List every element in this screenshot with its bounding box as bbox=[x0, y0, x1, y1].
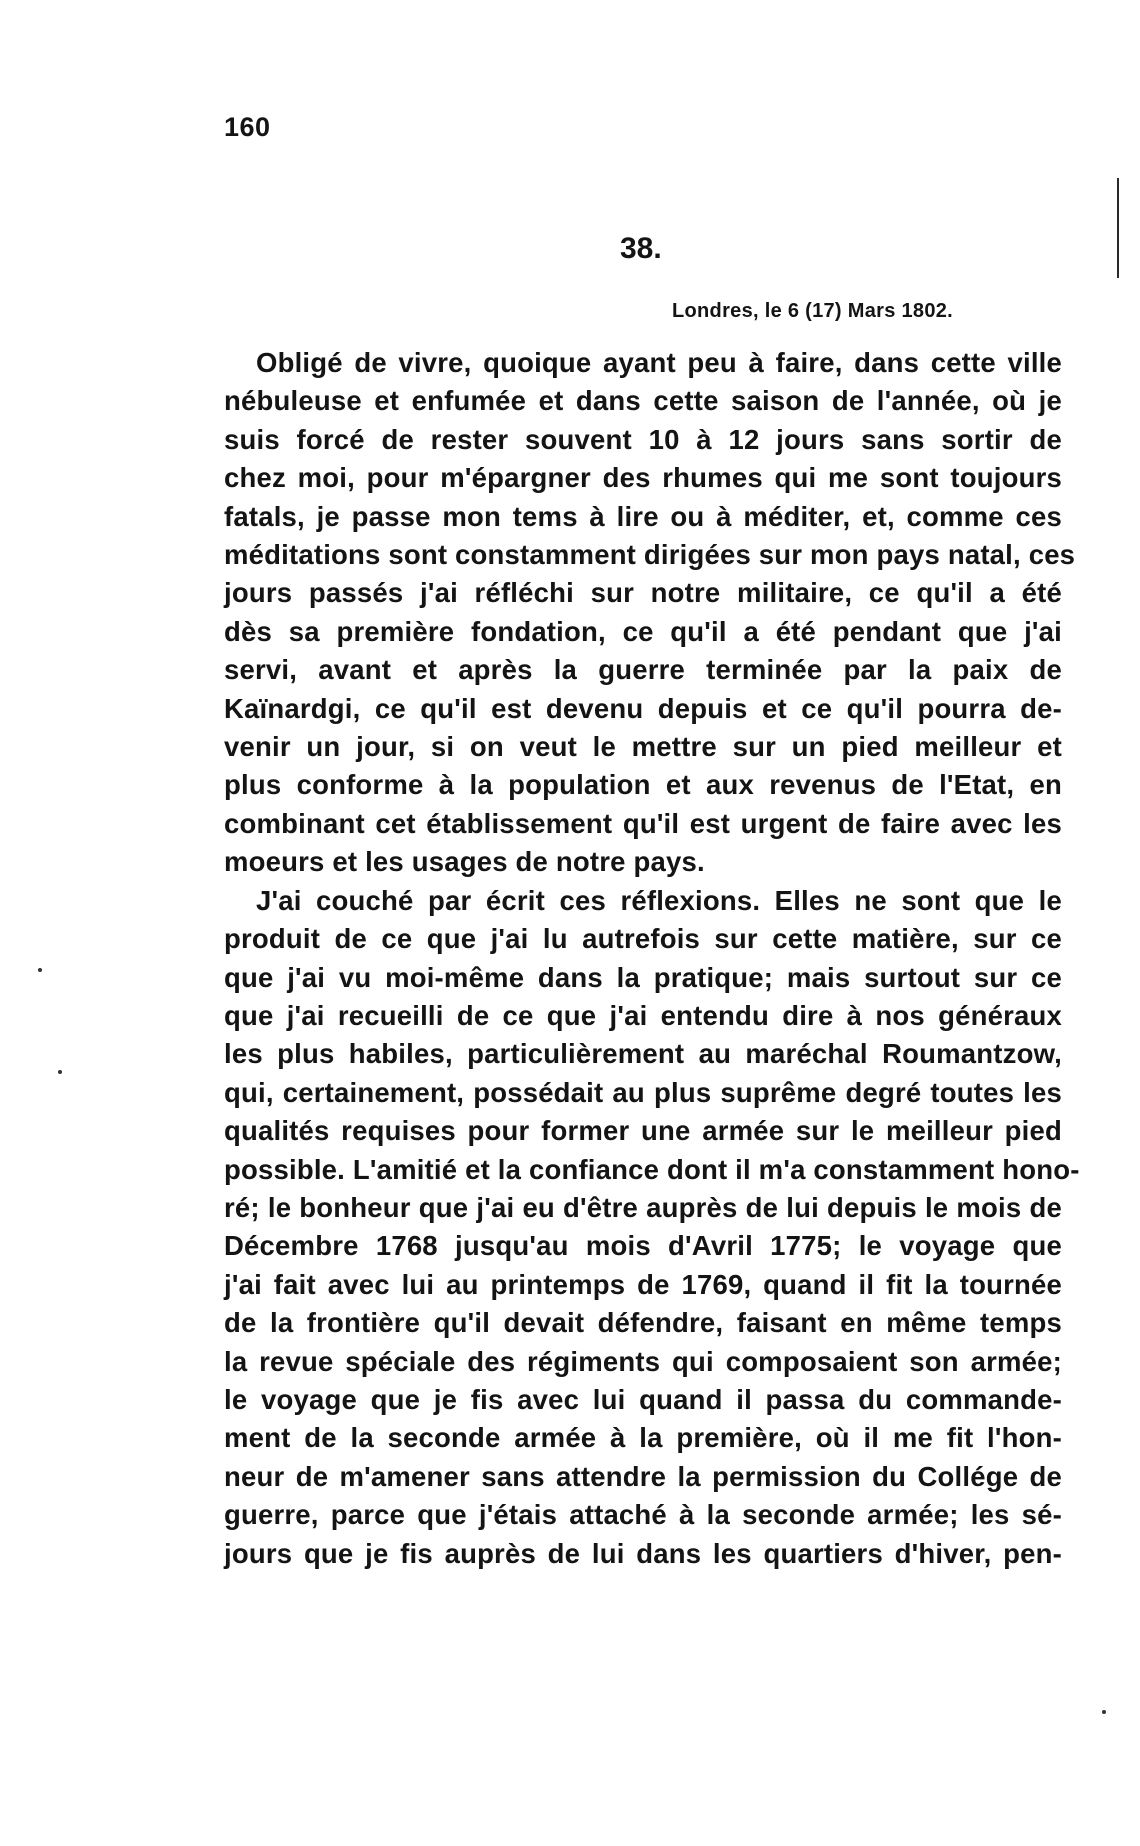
paragraph-2-line: qui, certainement, possédait au plus suprême degré toutes les bbox=[224, 1076, 1062, 1108]
paragraph-1-line: plus conforme à la population et aux revenus de l'Etat, en bbox=[224, 769, 1062, 801]
paragraph-2-line: ré; le bonheur que j'ai eu d'être auprès de lui depuis le mois de bbox=[224, 1191, 1062, 1223]
paragraph-2-line: qualités requises pour former une armée sur le meilleur pied bbox=[224, 1115, 1062, 1147]
body-text bbox=[224, 344, 1080, 1573]
scan-speck bbox=[1102, 1710, 1106, 1714]
paragraph-2-line: possible. L'amitié et la confiance dont il m'a constamment hono- bbox=[224, 1153, 1080, 1185]
paragraph-1-line: nébuleuse et enfumée et dans cette saison de l'année, où je bbox=[224, 385, 1062, 417]
paragraph-2-line: de la frontière qu'il devait défendre, faisant en même temps bbox=[224, 1307, 1062, 1339]
paragraph-2-line: guerre, parce que j'étais attaché à la seconde armée; les sé- bbox=[224, 1499, 1062, 1531]
paragraph-1-line: suis forcé de rester souvent 10 à 12 jours sans sortir de bbox=[224, 423, 1062, 455]
paragraph-1-line: jours passés j'ai réfléchi sur notre militaire, ce qu'il a été bbox=[224, 577, 1062, 609]
paragraph-1-line: chez moi, pour m'épargner des rhumes qui me sont toujours bbox=[224, 462, 1062, 494]
paragraph-2-line: que j'ai recueilli de ce que j'ai entendu dire à nos généraux bbox=[224, 999, 1062, 1031]
paragraph-1-line: Obligé de vivre, quoique ayant peu à faire, dans cette ville bbox=[256, 347, 1062, 378]
scan-speck bbox=[58, 1070, 62, 1074]
paragraph-2-line: neur de m'amener sans attendre la permission du Collége de bbox=[224, 1460, 1062, 1492]
paragraph-2-line: jours que je fis auprès de lui dans les quartiers d'hiver, pen- bbox=[224, 1537, 1062, 1569]
paragraph-2-line: Décembre 1768 jusqu'au mois d'Avril 1775; le voyage que bbox=[224, 1230, 1062, 1262]
right-margin-rule bbox=[1117, 178, 1119, 278]
dateline: Londres, le 6 (17) Mars 1802. bbox=[672, 300, 954, 322]
paragraph-1-line: venir un jour, si on veut le mettre sur un pied meilleur et bbox=[224, 731, 1062, 763]
paragraph-2-line: J'ai couché par écrit ces réflexions. Elles ne sont que le bbox=[256, 884, 1062, 916]
paragraph-1-line: Kaïnardgi, ce qu'il est devenu depuis et ce qu'il pourra de- bbox=[224, 692, 1062, 724]
paragraph-2-line: j'ai fait avec lui au printemps de 1769, quand il fit la tournée bbox=[224, 1268, 1062, 1300]
paragraph-2-line: que j'ai vu moi-même dans la pratique; mais surtout sur ce bbox=[224, 961, 1062, 993]
paragraph-2-line: le voyage que je fis avec lui quand il passa du commande- bbox=[224, 1383, 1062, 1415]
page-number: 160 bbox=[224, 112, 271, 142]
paragraph-2-line: les plus habiles, particulièrement au maréchal Roumantzow, bbox=[224, 1038, 1062, 1070]
paragraph-1-line: moeurs et les usages de notre pays. bbox=[224, 846, 705, 878]
paragraph-2-line: produit de ce que j'ai lu autrefois sur cette matière, sur ce bbox=[224, 923, 1062, 955]
letter-number: 38. bbox=[620, 232, 662, 265]
paragraph-1-line: dès sa première fondation, ce qu'il a été pendant que j'ai bbox=[224, 615, 1062, 647]
paragraph-2-line: la revue spéciale des régiments qui composaient son armée; bbox=[224, 1345, 1062, 1377]
paragraph-1-line: méditations sont constamment dirigées sur mon pays natal, ces bbox=[224, 539, 1076, 571]
paragraph-1-line: fatals, je passe mon tems à lire ou à méditer, et, comme ces bbox=[224, 500, 1062, 532]
paragraph-1-line: combinant cet établissement qu'il est urgent de faire avec les bbox=[224, 807, 1062, 839]
scan-speck bbox=[38, 968, 42, 972]
paragraph-2-line: ment de la seconde armée à la première, où il me fit l'hon- bbox=[224, 1422, 1062, 1454]
paragraph-1-line: servi, avant et après la guerre terminée par la paix de bbox=[224, 654, 1062, 686]
